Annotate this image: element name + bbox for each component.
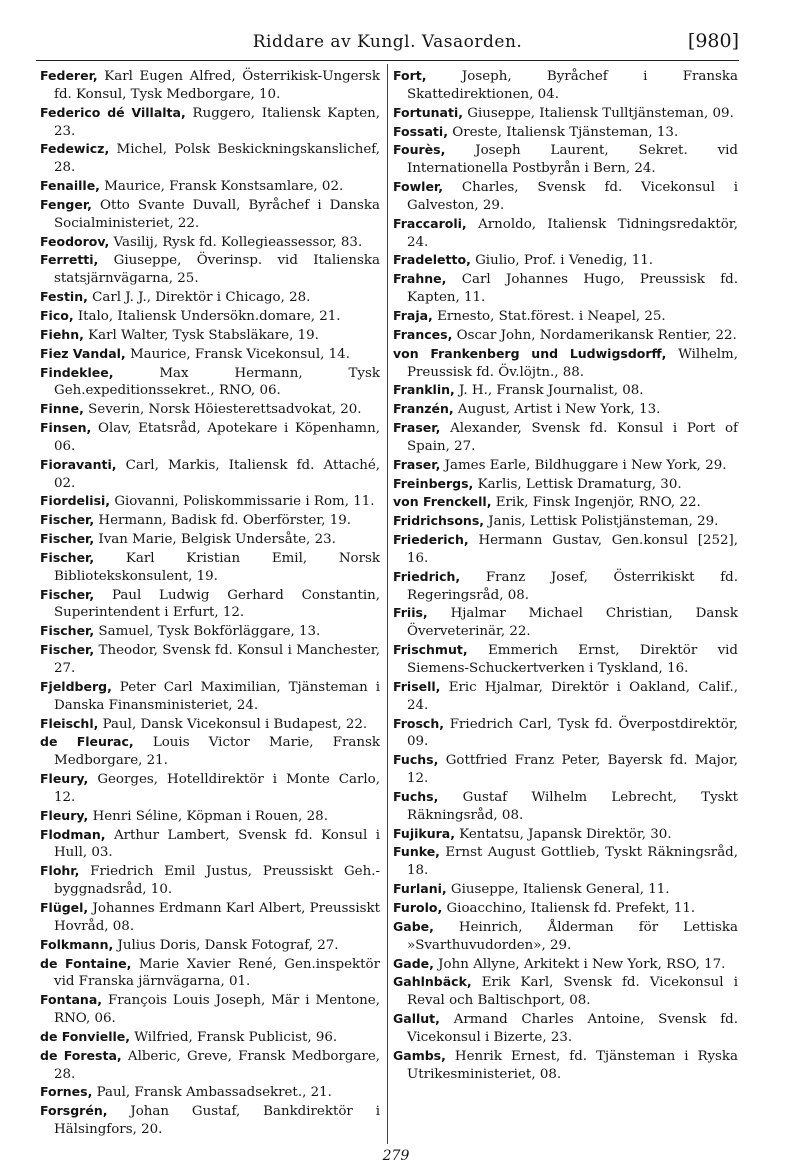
entry-text: Max Hermann, Tysk Geh.expeditionssekret., RNO, 06.: [54, 365, 380, 399]
entry-name: Fjeldberg,: [40, 678, 112, 694]
entry-text: Samuel, Tysk Bokförläggare, 13.: [98, 624, 321, 640]
entry-text: Wilhelm, Preussisk fd. Öv.löjtn., 88.: [407, 346, 739, 380]
entry-name: Fraja,: [393, 307, 433, 323]
entry-text: Friedrich Emil Justus, Preussiskt Geh.-byggnadsråd, 10.: [54, 864, 380, 898]
register-entry: [393, 307, 738, 326]
entry-text: Ernst August Gottlieb, Tyskt Räkningsråd, 18.: [407, 845, 738, 879]
entry-name: Franzén,: [393, 401, 454, 417]
entry-text: Karlis, Lettisk Dramaturg, 30.: [477, 476, 682, 492]
entry-text: Giuseppe, Överinsp. vid Italienska statsjärnvägarna, 25.: [54, 253, 380, 287]
entry-text: Karl Walter, Tysk Stabsläkare, 19.: [88, 327, 319, 343]
entry-text: Ivan Marie, Belgisk Undersåte, 23.: [98, 532, 336, 548]
register-entry: [40, 400, 380, 419]
register-entry: [393, 141, 738, 178]
register-entry: [393, 1047, 738, 1084]
register-entry: [40, 955, 380, 992]
entry-text: Gottfried Franz Peter, Bayersk fd. Major, 12.: [407, 753, 738, 787]
register-entry: [393, 270, 738, 307]
entry-name: Federico dé Villalta,: [40, 104, 186, 120]
register-entry: [40, 345, 380, 364]
entry-name: Gade,: [393, 955, 434, 971]
register-entry: [393, 67, 738, 104]
register-entry: [40, 326, 380, 345]
entry-text: Erik Karl, Svensk fd. Vicekonsul i Reval och Baltischport, 08.: [407, 975, 738, 1009]
register-entry: [393, 493, 738, 512]
entry-name: Fleury,: [40, 771, 89, 787]
entry-text: Gustaf Wilhelm Lebrecht, Tyskt Räkningsråd, 08.: [407, 789, 738, 823]
entry-name: Fleischl,: [40, 715, 99, 731]
entry-name: Fischer,: [40, 586, 95, 602]
column-divider: [387, 64, 388, 1144]
register-entry: [40, 899, 380, 936]
entry-text: Oscar John, Nordamerikansk Rentier, 22.: [456, 327, 737, 343]
entry-name: Fischer,: [40, 531, 95, 547]
entry-name: von Frankenberg und Ludwigsdorff,: [393, 345, 667, 361]
register-entry: [40, 1028, 380, 1047]
entry-name: Fraccaroli,: [393, 215, 467, 231]
register-entry: [40, 826, 380, 863]
register-entry: [393, 123, 738, 142]
entry-name: Gabe,: [393, 918, 434, 934]
register-entry: [393, 715, 738, 752]
entry-text: Alberic, Greve, Fransk Medborgare, 28.: [54, 1048, 380, 1082]
entry-name: Fioravanti,: [40, 456, 117, 472]
entry-text: François Louis Joseph, Mär i Mentone, RNO, 06.: [54, 993, 380, 1027]
register-entry: [393, 751, 738, 788]
register-entry: [40, 177, 380, 196]
entry-name: Finne,: [40, 401, 84, 417]
register-entry: [393, 251, 738, 270]
register-entry: [393, 568, 738, 605]
entry-name: Fenaille,: [40, 178, 100, 194]
register-entry: [393, 178, 738, 215]
entry-name: Furlani,: [393, 881, 447, 897]
entry-text: Gioacchino, Italiensk fd. Prefekt, 11.: [446, 900, 696, 916]
entry-text: Olav, Etatsråd, Apotekare i Köpenhamn, 06.: [54, 421, 381, 454]
register-entry: [393, 104, 738, 123]
entry-text: Charles, Svensk fd. Vicekonsul i Galveston, 29.: [407, 180, 738, 213]
entry-name: Fossati,: [393, 123, 448, 139]
register-entry: [40, 1083, 380, 1102]
register-entry: [40, 140, 380, 177]
entry-text: Wilfried, Fransk Publicist, 96.: [134, 1029, 338, 1045]
entry-name: Fleury,: [40, 807, 89, 823]
entry-name: Flohr,: [40, 863, 80, 879]
register-entry: [40, 862, 380, 899]
entry-name: Frischmut,: [393, 642, 468, 658]
entry-text: Henrik Ernest, fd. Tjänsteman i Ryska Utrikesministeriet, 08.: [407, 1048, 738, 1082]
entry-name: de Fonvielle,: [40, 1028, 131, 1044]
entry-text: John Allyne, Arkitekt i New York, RSO, 17.: [438, 956, 726, 972]
register-entry: [393, 973, 738, 1010]
entry-text: Louis Victor Marie, Fransk Medborgare, 21.: [54, 735, 380, 769]
entry-name: Fiordelisi,: [40, 493, 111, 509]
left-column: [40, 67, 380, 1139]
running-header: [36, 30, 739, 58]
entry-name: von Frenckell,: [393, 494, 492, 510]
register-entry: [40, 530, 380, 549]
register-entry: [40, 419, 380, 456]
entry-name: Ferretti,: [40, 252, 99, 268]
register-entry: [40, 936, 380, 955]
entry-name: Fort,: [393, 68, 427, 83]
entry-text: Johannes Erdmann Karl Albert, Preussiskt Hovråd, 08.: [54, 900, 380, 934]
entry-text: J. H., Fransk Journalist, 08.: [459, 383, 644, 399]
entry-text: Carl, Markis, Italiensk fd. Attaché, 02.: [54, 457, 380, 491]
entry-name: Fischer,: [40, 549, 95, 565]
register-entry: [40, 456, 380, 493]
register-entry: [40, 492, 380, 511]
register-entry: [40, 1047, 380, 1084]
entry-text: Paul, Fransk Ambassadsekret., 21.: [96, 1085, 332, 1101]
entry-text: Joseph, Byråchef i Franska Skattedirektionen, 04.: [407, 69, 739, 102]
register-entry: [40, 622, 380, 641]
register-entry: [40, 196, 380, 233]
entry-name: de Foresta,: [40, 1047, 122, 1063]
register-entry: [393, 899, 738, 918]
entry-text: Paul Ludwig Gerhard Constantin, Superintendent i Erfurt, 12.: [54, 587, 380, 621]
entry-name: Feodorov,: [40, 233, 110, 249]
entry-name: de Fontaine,: [40, 955, 132, 971]
entry-text: Italo, Italiensk Undersökn.domare, 21.: [77, 308, 341, 324]
entry-text: August, Artist i New York, 13.: [457, 402, 661, 418]
entry-name: Fuchs,: [393, 752, 439, 768]
register-entry: [40, 549, 380, 586]
entry-name: Fridrichsons,: [393, 513, 485, 529]
entry-name: Fujikura,: [393, 825, 455, 841]
entry-text: Karl Eugen Alfred, Österrikisk-Ungersk fd. Konsul, Tysk Medborgare, 10.: [54, 69, 380, 102]
entry-name: Friedrich,: [393, 568, 461, 584]
entry-name: Forsgrén,: [40, 1103, 108, 1119]
entry-text: Armand Charles Antoine, Svensk fd. Vicekonsul i Bizerte, 23.: [407, 1012, 738, 1045]
register-entry: [40, 733, 380, 770]
entry-name: Fiehn,: [40, 326, 84, 342]
register-entry: [393, 326, 738, 345]
entry-text: Hermann, Badisk fd. Oberförster, 19.: [98, 513, 352, 529]
entry-text: Giuseppe, Italiensk Tulltjänsteman, 09.: [467, 105, 734, 121]
register-entry: [393, 678, 738, 715]
register-entry: [40, 715, 380, 734]
entry-name: Fenger,: [40, 196, 92, 212]
entry-text: Joseph Laurent, Sekret. vid Internationella Postbyrån i Bern, 24.: [407, 143, 738, 177]
header-rule: [36, 60, 739, 61]
register-entry: [40, 1102, 380, 1139]
entry-text: Janis, Lettisk Polistjänsteman, 29.: [488, 514, 719, 530]
entry-text: Peter Carl Maximilian, Tjänsteman i Danska Finansministeriet, 24.: [54, 679, 380, 713]
entry-name: Funke,: [393, 844, 440, 860]
entry-text: Maurice, Fransk Vicekonsul, 14.: [129, 346, 350, 362]
register-entry: [40, 364, 380, 401]
entry-name: Fradeletto,: [393, 252, 471, 268]
entry-name: Friederich,: [393, 532, 469, 548]
entry-text: James Earle, Bildhuggare i New York, 29.: [444, 457, 727, 473]
entry-name: de Fleurac,: [40, 734, 134, 750]
register-entry: [40, 67, 380, 104]
entry-text: Emmerich Ernst, Direktör vid Siemens-Schuckertverken i Tyskland, 16.: [407, 643, 738, 676]
register-entry: [40, 251, 380, 288]
register-entry: [40, 991, 380, 1028]
register-entry: [40, 104, 380, 141]
entry-text: Theodor, Svensk fd. Konsul i Manchester, 27.: [54, 643, 380, 676]
entry-name: Finsen,: [40, 420, 92, 436]
entry-name: Freinbergs,: [393, 475, 474, 491]
entry-name: Frahne,: [393, 271, 447, 287]
entry-name: Gallut,: [393, 1011, 440, 1027]
register-entry: [393, 475, 738, 494]
entry-text: Carl J. J., Direktör i Chicago, 28.: [92, 290, 311, 306]
register-entry: [393, 955, 738, 974]
entry-text: Carl Johannes Hugo, Preussisk fd. Kapten, 11.: [407, 272, 738, 306]
entry-text: Marie Xavier René, Gen.inspektör vid Franska järnvägarna, 01.: [54, 956, 381, 990]
register-entry: [40, 511, 380, 530]
register-entry: [393, 345, 738, 382]
entry-text: Giuseppe, Italiensk General, 11.: [450, 882, 670, 898]
entry-name: Folkmann,: [40, 936, 114, 952]
entry-text: Giovanni, Poliskommissarie i Rom, 11.: [114, 494, 375, 510]
entry-text: Otto Svante Duvall, Byråchef i Danska Socialministeriet, 22.: [54, 197, 380, 231]
entry-text: Erik, Finsk Ingenjör, RNO, 22.: [495, 495, 701, 511]
entry-text: Heinrich, Ålderman för Lettiska »Svarthuvudorden», 29.: [407, 919, 739, 953]
entry-text: Giulio, Prof. i Venedig, 11.: [475, 253, 653, 269]
header-title: Riddare av Kungl. Vasaorden.: [252, 32, 523, 52]
entry-name: Flügel,: [40, 899, 89, 915]
entry-text: Kentatsu, Japansk Direktör, 30.: [459, 826, 672, 842]
entry-name: Fischer,: [40, 512, 95, 528]
register-entry: [393, 215, 738, 252]
entry-text: Karl Kristian Emil, Norsk Bibliotekskonsulent, 19.: [54, 550, 381, 584]
entry-name: Fontana,: [40, 992, 103, 1008]
entry-name: Gambs,: [393, 1047, 446, 1063]
entry-name: Festin,: [40, 289, 88, 305]
entry-text: Friedrich Carl, Tysk fd. Överpostdirektör, 09.: [407, 716, 739, 750]
entry-text: Maurice, Fransk Konstsamlare, 02.: [104, 179, 344, 195]
register-entry: [393, 880, 738, 899]
right-column: [393, 67, 738, 1083]
entry-text: Michel, Polsk Beskickningskanslichef, 28.: [54, 142, 380, 176]
entry-text: Hjalmar Michael Christian, Dansk Överveterinär, 22.: [407, 606, 738, 640]
entry-text: Franz Josef, Österrikiskt fd. Regeringsråd, 08.: [407, 569, 739, 603]
entry-name: Frances,: [393, 326, 453, 342]
register-entry: [393, 825, 738, 844]
register-entry: [40, 807, 380, 826]
entry-name: Friis,: [393, 605, 428, 621]
entry-text: Oreste, Italiensk Tjänsteman, 13.: [452, 124, 679, 140]
entry-name: Fico,: [40, 307, 74, 323]
entry-text: Julius Doris, Dansk Fotograf, 27.: [117, 937, 339, 953]
entry-name: Franklin,: [393, 382, 455, 398]
register-entry: [40, 641, 380, 678]
entry-name: Frisell,: [393, 678, 441, 694]
entry-text: Alexander, Svensk fd. Konsul i Port of Spain, 27.: [407, 421, 738, 454]
entry-name: Fornes,: [40, 1084, 93, 1100]
entry-text: Paul, Dansk Vicekonsul i Budapest, 22.: [102, 716, 368, 732]
entry-text: Eric Hjalmar, Direktör i Oakland, Calif., 24.: [407, 679, 738, 713]
entry-text: Severin, Norsk Höiesterettsadvokat, 20.: [88, 402, 362, 418]
entry-name: Fuchs,: [393, 788, 439, 804]
entry-text: Ernesto, Stat.förest. i Neapel, 25.: [437, 308, 666, 324]
entry-text: Vasilij, Rysk fd. Kollegieassessor, 83.: [113, 234, 363, 250]
register-entry: [393, 512, 738, 531]
entry-name: Federer,: [40, 68, 98, 83]
entry-name: Fiez Vandal,: [40, 345, 126, 361]
register-entry: [393, 400, 738, 419]
entry-text: Arnoldo, Italiensk Tidningsredaktör, 24.: [407, 216, 738, 250]
entry-name: Frosch,: [393, 715, 444, 731]
entry-text: Georges, Hotelldirektör i Monte Carlo, 12.: [54, 772, 381, 805]
entry-name: Furolo,: [393, 899, 443, 915]
entry-name: Fischer,: [40, 623, 95, 639]
entry-text: Hermann Gustav, Gen.konsul [252], 16.: [407, 533, 738, 566]
register-entry: [393, 604, 738, 641]
entry-text: Arthur Lambert, Svensk fd. Konsul i Hull, 03.: [54, 827, 380, 861]
entry-name: Gahlnbäck,: [393, 974, 472, 990]
entry-text: Johan Gustaf, Bankdirektör i Hälsingfors, 20.: [54, 1104, 380, 1138]
register-entry: [393, 788, 738, 825]
entry-name: Fraser,: [393, 456, 441, 472]
register-entry: [393, 381, 738, 400]
entry-name: Flodman,: [40, 826, 106, 842]
entry-name: Fraser,: [393, 420, 441, 436]
entry-text: Ruggero, Italiensk Kapten, 23.: [54, 105, 380, 139]
register-entry: [393, 531, 738, 568]
entry-name: Fortunati,: [393, 104, 464, 120]
register-entry: [40, 307, 380, 326]
register-entry: [393, 843, 738, 880]
entry-name: Fedewicz,: [40, 141, 110, 157]
entry-text: Henri Séline, Köpman i Rouen, 28.: [92, 808, 328, 824]
register-entry: [393, 1010, 738, 1047]
register-entry: [40, 288, 380, 307]
entry-name: Fourès,: [393, 142, 446, 158]
register-entry: [393, 918, 738, 955]
entry-name: Findeklee,: [40, 364, 114, 380]
entry-name: Fischer,: [40, 642, 95, 658]
entry-name: Fowler,: [393, 179, 444, 195]
register-entry: [393, 419, 738, 456]
header-page-reference: [980]: [687, 30, 739, 52]
register-entry: [40, 233, 380, 252]
page-number: 279: [382, 1148, 410, 1164]
register-entry: [40, 586, 380, 623]
register-entry: [393, 641, 738, 678]
register-entry: [40, 770, 380, 807]
register-entry: [40, 678, 380, 715]
register-entry: [393, 456, 738, 475]
